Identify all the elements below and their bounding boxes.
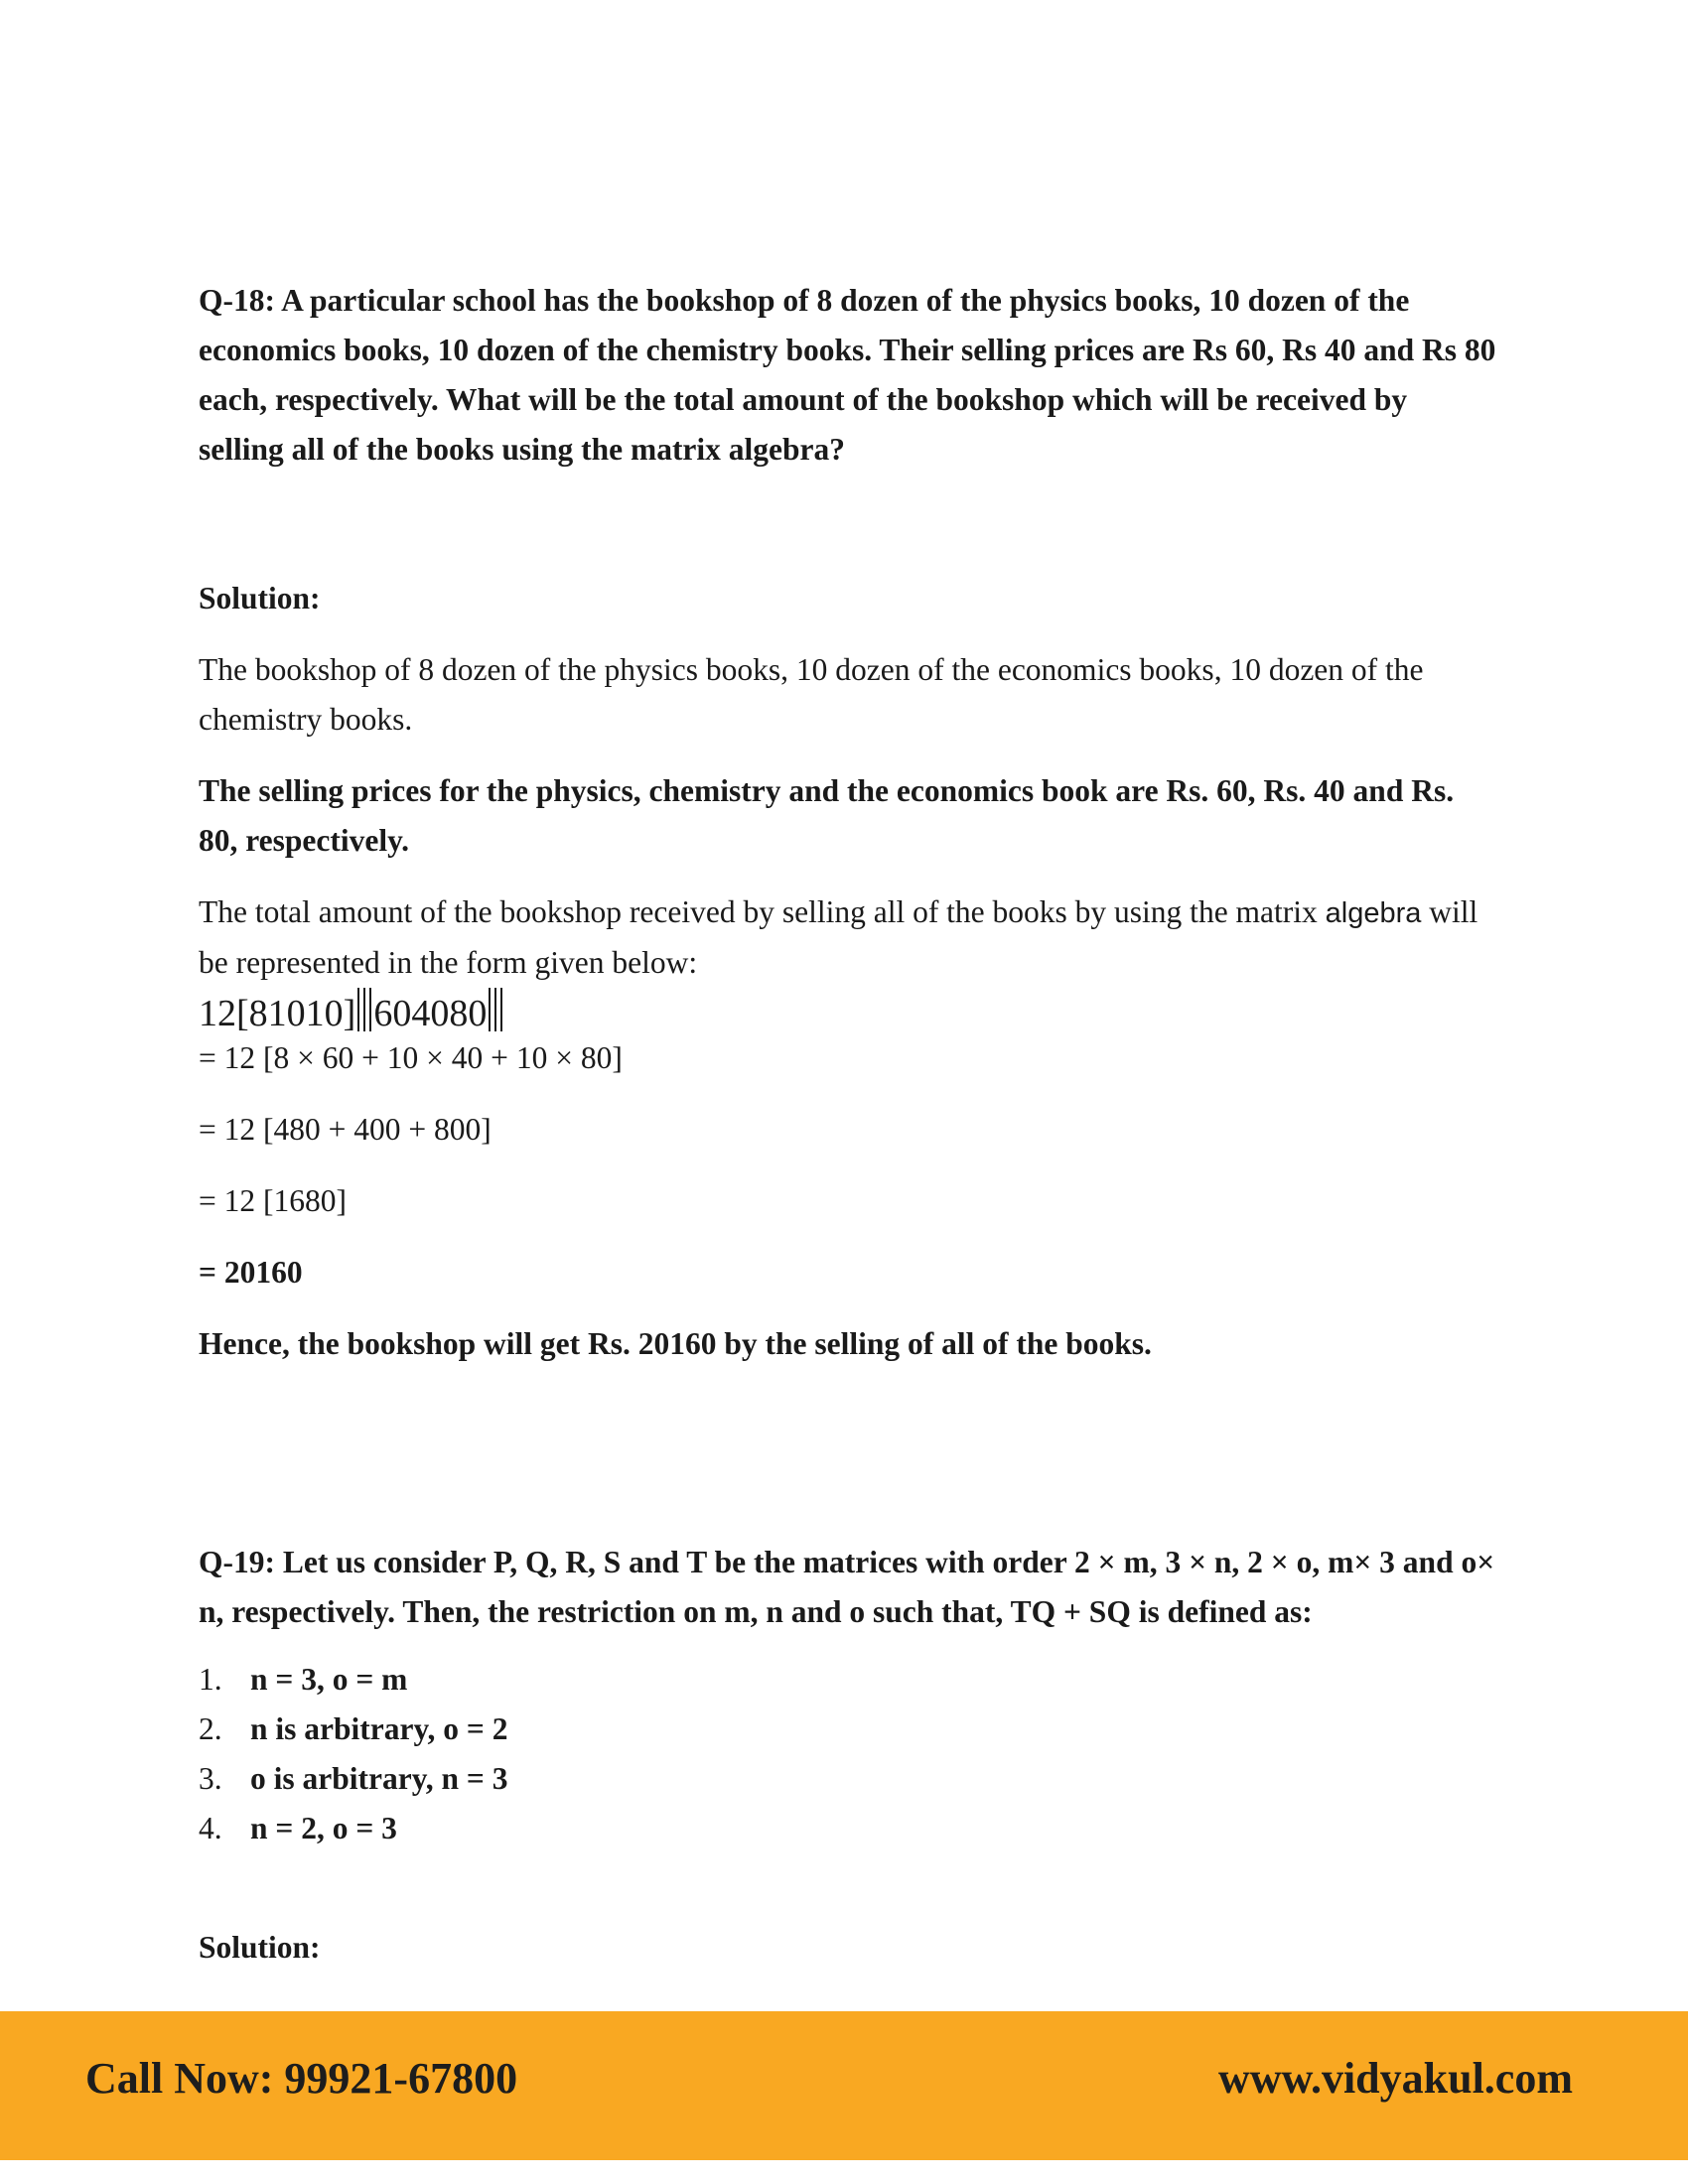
question-18: Q-18: A particular school has the bookshop of 8 dozen of the physics books, 10 dozen of the economics books, 10 dozen of the chemistry books. Their selling prices are Rs 60, Rs 40 and Rs 80 each, respectively. What will be the total amount of the bookshop which will be received by selling all of the books using the matrix algebra?	[199, 283, 1496, 467]
solution-18-paragraph-1: The bookshop of 8 dozen of the physics books, 10 dozen of the economics books, 10 dozen of the chemistry books.	[199, 652, 1424, 737]
option-number: 3.	[199, 1761, 222, 1796]
step-1: = 12 [8 × 60 + 10 × 40 + 10 × 80]	[199, 1040, 623, 1075]
paragraph-3-part-a: The total amount of the bookshop received by selling all of the books by using the matrix	[199, 894, 1318, 929]
paragraph-3-part-b: will be represented in the form given below:	[199, 894, 1478, 980]
step-4-result: = 20160	[199, 1255, 303, 1290]
step-2: = 12 [480 + 400 + 800]	[199, 1112, 492, 1147]
option-number: 4.	[199, 1811, 222, 1845]
solution-19-title: Solution:	[199, 1930, 321, 1965]
matrix-bracket-bar	[369, 988, 371, 1031]
option-3	[199, 1754, 1499, 1804]
matrix-bracket-bar	[489, 988, 491, 1031]
matrix-bracket-bar	[363, 988, 365, 1031]
document-body	[199, 276, 1499, 1973]
algebra-word: algebra	[1325, 897, 1422, 929]
matrix-bracket-bar	[357, 988, 359, 1031]
option-1	[199, 1655, 1499, 1705]
option-text: n is arbitrary, o = 2	[250, 1711, 508, 1746]
option-2	[199, 1705, 1499, 1754]
call-now-text: Call Now: 99921-67800	[85, 2054, 518, 2103]
option-4	[199, 1804, 1499, 1853]
option-number: 2.	[199, 1711, 222, 1746]
matrix-expression	[199, 988, 1499, 1033]
matrix-column-vector: 604080	[373, 993, 488, 1034]
step-3: = 12 [1680]	[199, 1183, 347, 1218]
matrix-bracket-bar	[500, 988, 502, 1031]
website-link[interactable]: www.vidyakul.com	[1218, 2054, 1573, 2103]
question-19: Q-19: Let us consider P, Q, R, S and T be the matrices with order 2 × m, 3 × n, 2 × o, m× 3 and o× n, respectively. Then, the restriction on m, n and o such that, TQ + SQ is defined as:	[199, 1545, 1495, 1629]
option-text: n = 3, o = m	[250, 1662, 408, 1697]
matrix-bracket-bar	[494, 988, 496, 1031]
solution-18-title: Solution:	[199, 581, 321, 615]
option-text: o is arbitrary, n = 3	[250, 1761, 508, 1796]
option-number: 1.	[199, 1662, 222, 1697]
question-19-options	[199, 1655, 1499, 1853]
solution-18-conclusion: Hence, the bookshop will get Rs. 20160 by the selling of all of the books.	[199, 1326, 1152, 1361]
option-text: n = 2, o = 3	[250, 1811, 397, 1845]
solution-18-paragraph-2: The selling prices for the physics, chemistry and the economics book are Rs. 60, Rs. 40 and Rs. 80, respectively.	[199, 773, 1455, 858]
footer-banner	[0, 2011, 1688, 2160]
solution-18-paragraph-3	[199, 887, 1499, 988]
matrix-row-vector: 12[81010]	[199, 993, 356, 1034]
